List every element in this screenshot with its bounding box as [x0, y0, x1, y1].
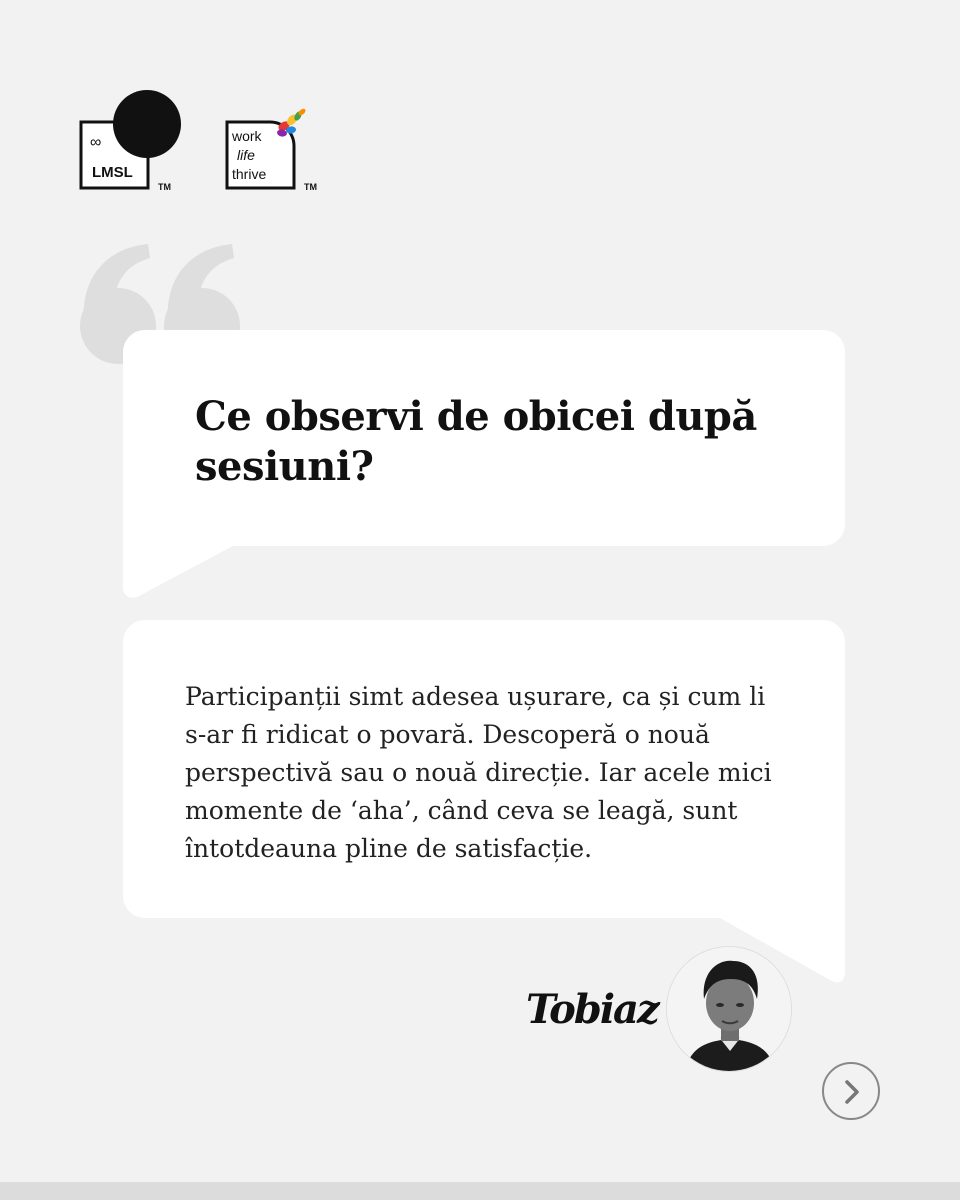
lmsl-infinity: ∞ — [90, 134, 102, 151]
author-name: Tobiaz — [526, 986, 658, 1033]
question-text: Ce observi de obicei după sesiuni? — [195, 393, 757, 490]
author-avatar — [666, 946, 792, 1072]
lmsl-logo — [78, 86, 188, 196]
next-button[interactable] — [822, 1062, 880, 1120]
person-photo-icon — [667, 947, 792, 1072]
chevron-right-icon — [841, 1079, 863, 1105]
wlt-thrive-text: thrive — [232, 166, 267, 182]
wlt-life-text: life — [237, 147, 255, 163]
question-bubble-tail — [123, 520, 233, 600]
bottom-bar — [0, 1182, 960, 1200]
wlt-work-text: work — [232, 128, 262, 144]
lmsl-tm: TM — [158, 182, 171, 192]
work-life-thrive-logo — [224, 108, 324, 198]
wlt-tm: TM — [304, 182, 317, 192]
butterfly-icon — [276, 108, 306, 137]
lmsl-logo-text: LMSL — [92, 164, 133, 181]
answer-text: Participanții simt adesea ușurare, ca și cum li s-ar fi ridicat o povară. Descoperă o nouă perspectivă sau o nouă direcție. Iar acele mici momente de ‘aha’, când ceva se leagă, sunt întotdeauna pline de satisfacție. — [185, 682, 772, 863]
